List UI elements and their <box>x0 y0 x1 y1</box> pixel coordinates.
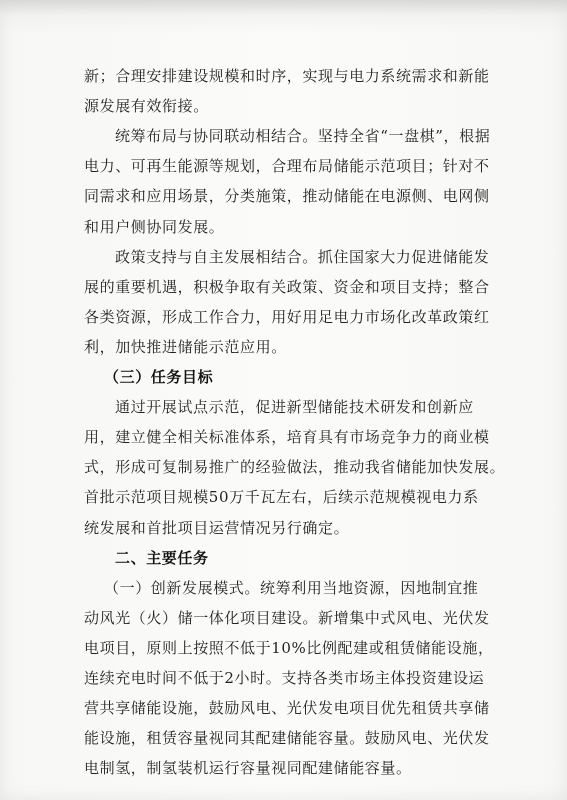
section-heading-text: （三）任务目标 <box>104 368 214 386</box>
document-line <box>0 151 567 181</box>
document-line-text: 源发展有效衔接。 <box>84 97 209 116</box>
document-line <box>0 212 567 242</box>
document-line-text: 统筹布局与协同联动相结合。坚持全省“一盘棋”，根据 <box>115 127 491 146</box>
document-line-text: 营共享储能设施，鼓励风电、光伏发电项目优先租赁共享储 <box>84 699 490 718</box>
document-line-text: 各类资源，形成工作合力，用好用足电力市场化改革政策红 <box>84 307 490 326</box>
document-line-text: 电项目，原则上按照不低于10%比例配建或租赁储能设施， <box>84 638 494 657</box>
document-line-text: 首批示范项目规模50万千瓦左右，后续示范规模视电力系 <box>84 488 479 507</box>
document-line <box>0 302 567 332</box>
document-line <box>0 332 567 362</box>
document-line <box>0 603 567 633</box>
document-line-text: 连续充电时间不低于2小时。支持各类市场主体投资建设运 <box>84 669 485 687</box>
document-line <box>0 91 567 121</box>
document-line <box>0 242 567 272</box>
document-line-text: 动风光（火）储一体化项目建设。新增集中式风电、光伏发 <box>84 608 490 627</box>
document-line <box>0 633 567 663</box>
document-line-text: 用，建立健全相关标准体系，培育具有市场竞争力的商业模 <box>84 428 490 447</box>
document-line-text: 和用户侧协同发展。 <box>84 217 225 236</box>
document-line <box>0 272 567 302</box>
document-line <box>0 723 567 753</box>
document-line <box>0 573 567 603</box>
document-line-text: 通过开展试点示范，促进新型储能技术研发和创新应 <box>115 398 474 417</box>
document-line <box>0 482 567 512</box>
document-line <box>0 513 567 543</box>
document-line <box>0 452 567 482</box>
document-line-text: 式，形成可复制易推广的经验做法，推动我省储能加快发展。 <box>84 458 506 477</box>
main-heading-text: 二、主要任务 <box>115 548 209 567</box>
main-heading <box>0 543 567 573</box>
scan-shadow <box>0 0 567 34</box>
document-line <box>0 663 567 693</box>
document-line-text: （一）创新发展模式。统筹利用当地资源，因地制宜推 <box>104 578 479 597</box>
document-line-text: 利，加快推进储能示范应用。 <box>84 337 287 356</box>
document-line-text: 电力、可再生能源等规划，合理布局储能示范项目；针对不 <box>84 157 490 176</box>
document-line-text: 同需求和应用场景，分类施策，推动储能在电源侧、电网侧 <box>84 187 490 206</box>
section-heading <box>0 362 567 392</box>
document-line-text: 展的重要机遇，积极争取有关政策、资金和项目支持；整合 <box>84 277 490 296</box>
document-line-text: 新；合理安排建设规模和时序，实现与电力系统需求和新能 <box>84 67 490 85</box>
document-line <box>0 392 567 422</box>
document-line <box>0 121 567 151</box>
document-line-text: 能设施，租赁容量视同其配建储能容量。鼓励风电、光伏发 <box>84 729 490 748</box>
document-line <box>0 61 567 91</box>
document-line <box>0 181 567 211</box>
document-line-text: 政策支持与自主发展相结合。抓住国家大力促进储能发 <box>115 247 490 266</box>
document-line <box>0 753 567 783</box>
document-line <box>0 422 567 452</box>
document-line <box>0 693 567 723</box>
document-line-text: 电制氢，制氢装机运行容量视同配建储能容量。 <box>84 759 412 778</box>
document-line-text: 统发展和首批项目运营情况另行确定。 <box>84 518 350 537</box>
